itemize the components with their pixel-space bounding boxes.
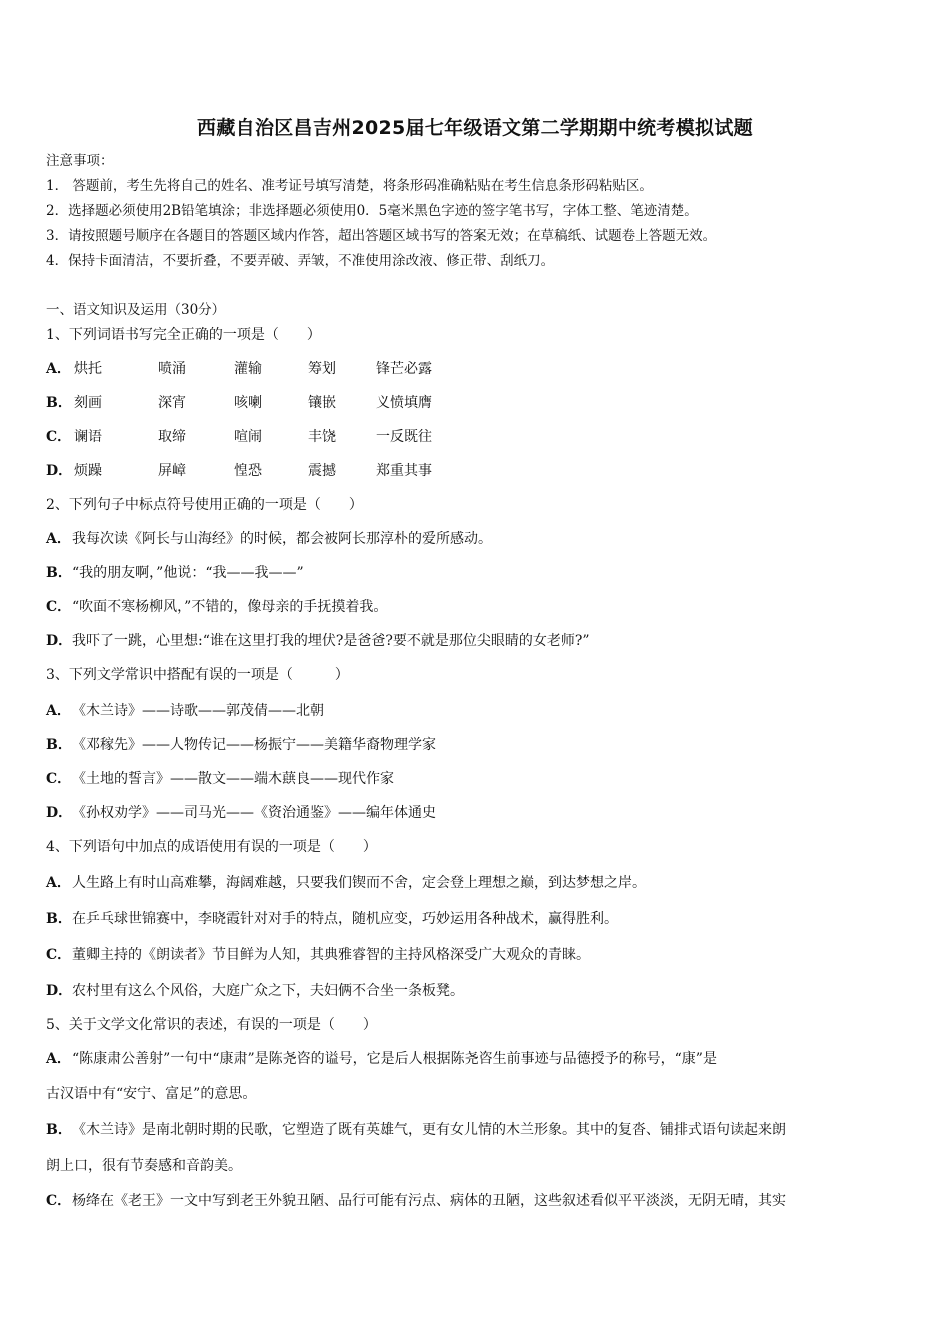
option-row [46,946,590,964]
option-word: 烘托 [74,361,102,377]
option-label: A． [46,531,71,547]
section-heading: 一、语文知识及运用（30分） [46,302,226,318]
option-row [46,736,436,754]
option-row [46,428,466,446]
question-stem: 4、下列语句中加点的成语使用有误的一项是（ ） [46,839,377,855]
option-label: C． [46,1193,72,1209]
option-word: 锋芒必露 [376,361,432,377]
option-label: D． [46,463,73,479]
option-label: D． [46,633,73,649]
option-label: A． [46,875,71,891]
option-text: “吹面不寒杨柳风，”不错的，像母亲的手抚摸着我。 [72,599,388,615]
option-word: 郑重其事 [376,463,432,479]
option-word: 深宵 [158,395,186,411]
option-word: 灌输 [234,361,262,377]
option-label: B． [46,911,72,927]
option-word: 喧闹 [234,429,262,445]
option-word: 丰饶 [308,429,336,445]
option-row [46,530,492,548]
option-word: 镶嵌 [308,395,336,411]
option-label: D． [46,983,73,999]
option-text: 在乒乓球世锦赛中，李晓霞针对对手的特点，随机应变，巧妙运用各种战术，赢得胜利。 [72,911,618,927]
option-text: 《木兰诗》——诗歌——郭茂倩——北朝 [72,703,324,719]
option-word: 咳喇 [234,395,262,411]
option-text: 农村里有这么个风俗，大庭广众之下，夫妇俩不合坐一条板凳。 [72,983,464,999]
option-word: 一反既往 [376,429,432,445]
notice-item: 1． 答题前，考生先将自己的姓名、准考证号填写清楚，将条形码准确粘贴在考生信息条形码粘贴区。 [46,178,653,194]
option-word: 震撼 [308,463,336,479]
option-row [46,1050,908,1068]
option-text: “陈康肃公善射”一句中“康肃”是陈尧咨的谥号，它是后人根据陈尧咨生前事迹与品德授予的称号，“康”是 [72,1051,717,1067]
option-row [46,394,466,412]
option-label: B． [46,737,72,753]
question-stem: 2、下列句子中标点符号使用正确的一项是（ ） [46,497,363,513]
option-row [46,632,590,650]
question-stem: 3、下列文学常识中搭配有误的一项是（ ） [46,667,349,683]
option-word: 屏嶂 [158,463,186,479]
option-text: 《土地的誓言》——散文——端木蕻良——现代作家 [72,771,394,787]
option-row [46,804,436,822]
option-continuation: 古汉语中有“安宁、富足”的意思。 [46,1086,257,1102]
option-word: 取缔 [158,429,186,445]
option-label: D． [46,805,73,821]
option-label: C． [46,429,72,445]
option-word: 刻画 [74,395,102,411]
option-label: B． [46,1122,72,1138]
option-text: 《孙权劝学》——司马光——《资治通鉴》——编年体通史 [72,805,436,821]
option-text: 我吓了一跳，心里想:“谁在这里打我的埋伏?是爸爸?要不就是那位尖眼睛的女老师?” [72,633,590,649]
option-label: B． [46,395,72,411]
option-label: C． [46,599,72,615]
option-label: C． [46,947,72,963]
option-row [46,462,466,480]
option-text: 我每次读《阿长与山海经》的时候，都会被阿长那淳朴的爱所感动。 [72,531,492,547]
option-word: 喷涌 [158,361,186,377]
notice-item: 3．请按照题号顺序在各题目的答题区域内作答，超出答题区域书写的答案无效；在草稿纸、试题卷上答题无效。 [46,228,717,244]
option-text: 《邓稼先》——人物传记——杨振宁——美籍华裔物理学家 [72,737,436,753]
option-word: 筹划 [308,361,336,377]
page-title: 西藏自治区昌吉州2025届七年级语文第二学期期中统考模拟试题 [197,117,753,139]
notice-item: 4．保持卡面清洁，不要折叠，不要弄破、弄皱，不准使用涂改液、修正带、刮纸刀。 [46,253,555,269]
option-label: A． [46,361,71,377]
option-row [46,982,464,1000]
option-text: 董卿主持的《朗读者》节目鲜为人知，其典雅睿智的主持风格深受广大观众的青睐。 [72,947,590,963]
option-row [46,1192,908,1210]
option-row [46,910,618,928]
option-text: 《木兰诗》是南北朝时期的民歌，它塑造了既有英雄气，更有女儿情的木兰形象。其中的复沓、铺排式语句读起来朗 [72,1122,786,1138]
option-label: A． [46,1051,71,1067]
notice-heading: 注意事项： [46,153,114,169]
option-row [46,564,304,582]
option-text: 人生路上有时山高难攀，海阔难越，只要我们锲而不舍，定会登上理想之巅，到达梦想之岸。 [72,875,646,891]
option-row [46,702,324,720]
question-stem: 1、下列词语书写完全正确的一项是（ ） [46,327,321,343]
option-word: 烦躁 [74,463,102,479]
option-word: 谰语 [74,429,102,445]
option-text: “我的朋友啊，”他说：“我——我——” [72,565,304,581]
option-label: A． [46,703,71,719]
option-label: C． [46,771,72,787]
option-label: B． [46,565,72,581]
option-row [46,874,646,892]
option-word: 惶恐 [234,463,262,479]
option-continuation: 朗上口，很有节奏感和音韵美。 [46,1158,242,1174]
notice-item: 2．选择题必须使用2B铅笔填涂；非选择题必须使用0．5毫米黑色字迹的签字笔书写，字体工整、笔迹清楚。 [46,203,698,219]
option-text: 杨绛在《老王》一文中写到老王外貌丑陋、品行可能有污点、病体的丑陋，这些叙述看似平平淡淡，无阴无晴，其实 [72,1193,786,1209]
option-row [46,598,387,616]
option-row [46,770,394,788]
option-row [46,1121,908,1139]
option-row [46,360,466,378]
option-word: 义愤填膺 [376,395,432,411]
question-stem: 5、关于文学文化常识的表述，有误的一项是（ ） [46,1017,377,1033]
